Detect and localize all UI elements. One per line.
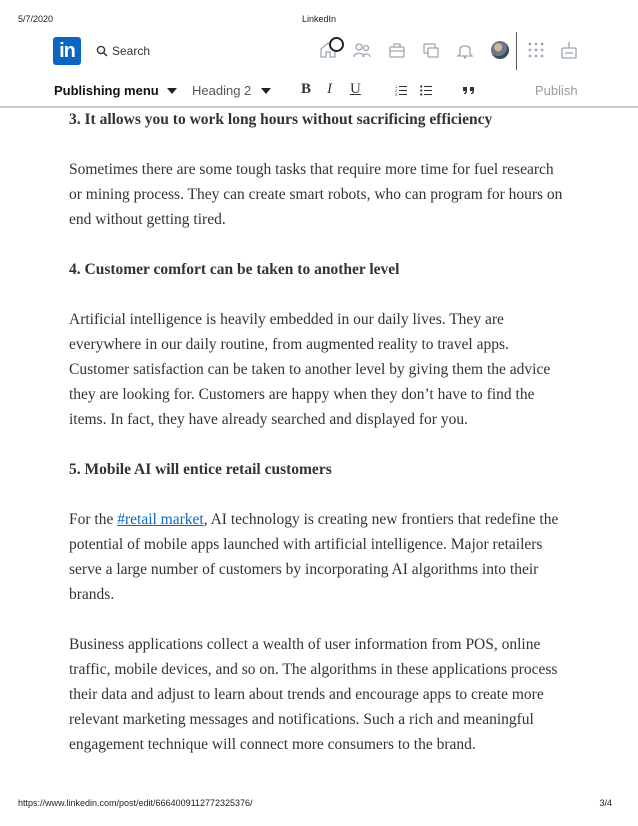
underline-button[interactable]: U — [350, 81, 361, 97]
nav-divider — [516, 32, 517, 70]
search-label: Search — [112, 44, 151, 58]
loading-spinner-icon — [329, 37, 344, 52]
paragraph-5-start: For the — [69, 511, 118, 528]
paragraph-6: Business applications collect a wealth of user information from POS, online traffic, mobile devices, and so on. The algorithms in these applications process their data and adjust to learn about trends and encourage apps to create more relevant marketing messages and notifications. Such a rich and meaningful engagement technique will connect more consumers to the brand. — [69, 636, 558, 753]
publishing-menu-button[interactable] — [54, 83, 177, 98]
search-icon — [96, 45, 108, 57]
publish-button[interactable]: Publish — [535, 83, 578, 98]
print-page-number: 3/4 — [599, 798, 612, 808]
avatar[interactable] — [491, 41, 509, 59]
paragraph-4: Artificial intelligence is heavily embedded in our daily lives. They are everywhere in our daily routine, from augmented reality to travel apps. Customer satisfaction can be taken to another level by giving them the advice they are looking for. Customers are happy when they don’t have to find the items. In fact, they have already searched and displayed for you. — [69, 311, 551, 428]
advertise-icon[interactable] — [559, 40, 579, 60]
paragraph-3: Sometimes there are some tough tasks that require more time for fuel research or mining process. They can create smart robots, who can program for hours on end without getting tired. — [69, 161, 563, 228]
section-heading-5: 5. Mobile AI will entice retail customers — [69, 461, 332, 478]
numbered-list-icon[interactable] — [395, 84, 407, 96]
jobs-icon[interactable] — [387, 40, 407, 60]
print-date: 5/7/2020 — [18, 14, 54, 24]
caret-down-icon — [167, 88, 177, 94]
svg-text:3: 3 — [395, 92, 398, 96]
apps-grid-icon[interactable] — [526, 40, 546, 60]
bold-button[interactable]: B — [301, 81, 312, 97]
publishing-menu-label: Publishing menu — [54, 83, 159, 98]
retail-market-hashtag-link[interactable]: #retail market — [117, 511, 204, 528]
article-body[interactable] — [69, 107, 569, 757]
paragraph-5 — [69, 507, 569, 607]
section-heading-3: 3. It allows you to work long hours without sacrificing efficiency — [69, 111, 493, 128]
bulleted-list-icon[interactable] — [420, 84, 432, 96]
svg-text:1: 1 — [395, 84, 398, 89]
italic-button[interactable]: I — [327, 81, 332, 97]
heading-caret-down-icon[interactable] — [261, 88, 271, 94]
print-url: https://www.linkedin.com/post/edit/6664009112772325376/ — [18, 798, 253, 808]
section-heading-4: 4. Customer comfort can be taken to another level — [69, 261, 400, 278]
search-box[interactable] — [96, 42, 150, 60]
linkedin-logo[interactable]: in — [53, 37, 81, 65]
heading-style-select[interactable]: Heading 2 — [192, 83, 252, 98]
print-header — [0, 0, 638, 26]
svg-text:2: 2 — [395, 88, 398, 93]
notifications-icon[interactable] — [455, 40, 475, 60]
paragraph-5-rest: , AI technology is creating new frontiers that redefine the potential of mobile apps launched with artificial intelligence. Major retailers serve a large number of customers by incorporating AI algorithms into their brands. — [69, 511, 559, 603]
my-network-icon[interactable] — [352, 40, 372, 60]
print-page-title: LinkedIn — [301, 14, 337, 24]
messaging-icon[interactable] — [421, 40, 441, 60]
editor-toolbar — [0, 76, 638, 108]
quote-icon[interactable] — [462, 84, 476, 96]
top-navbar — [0, 28, 638, 72]
